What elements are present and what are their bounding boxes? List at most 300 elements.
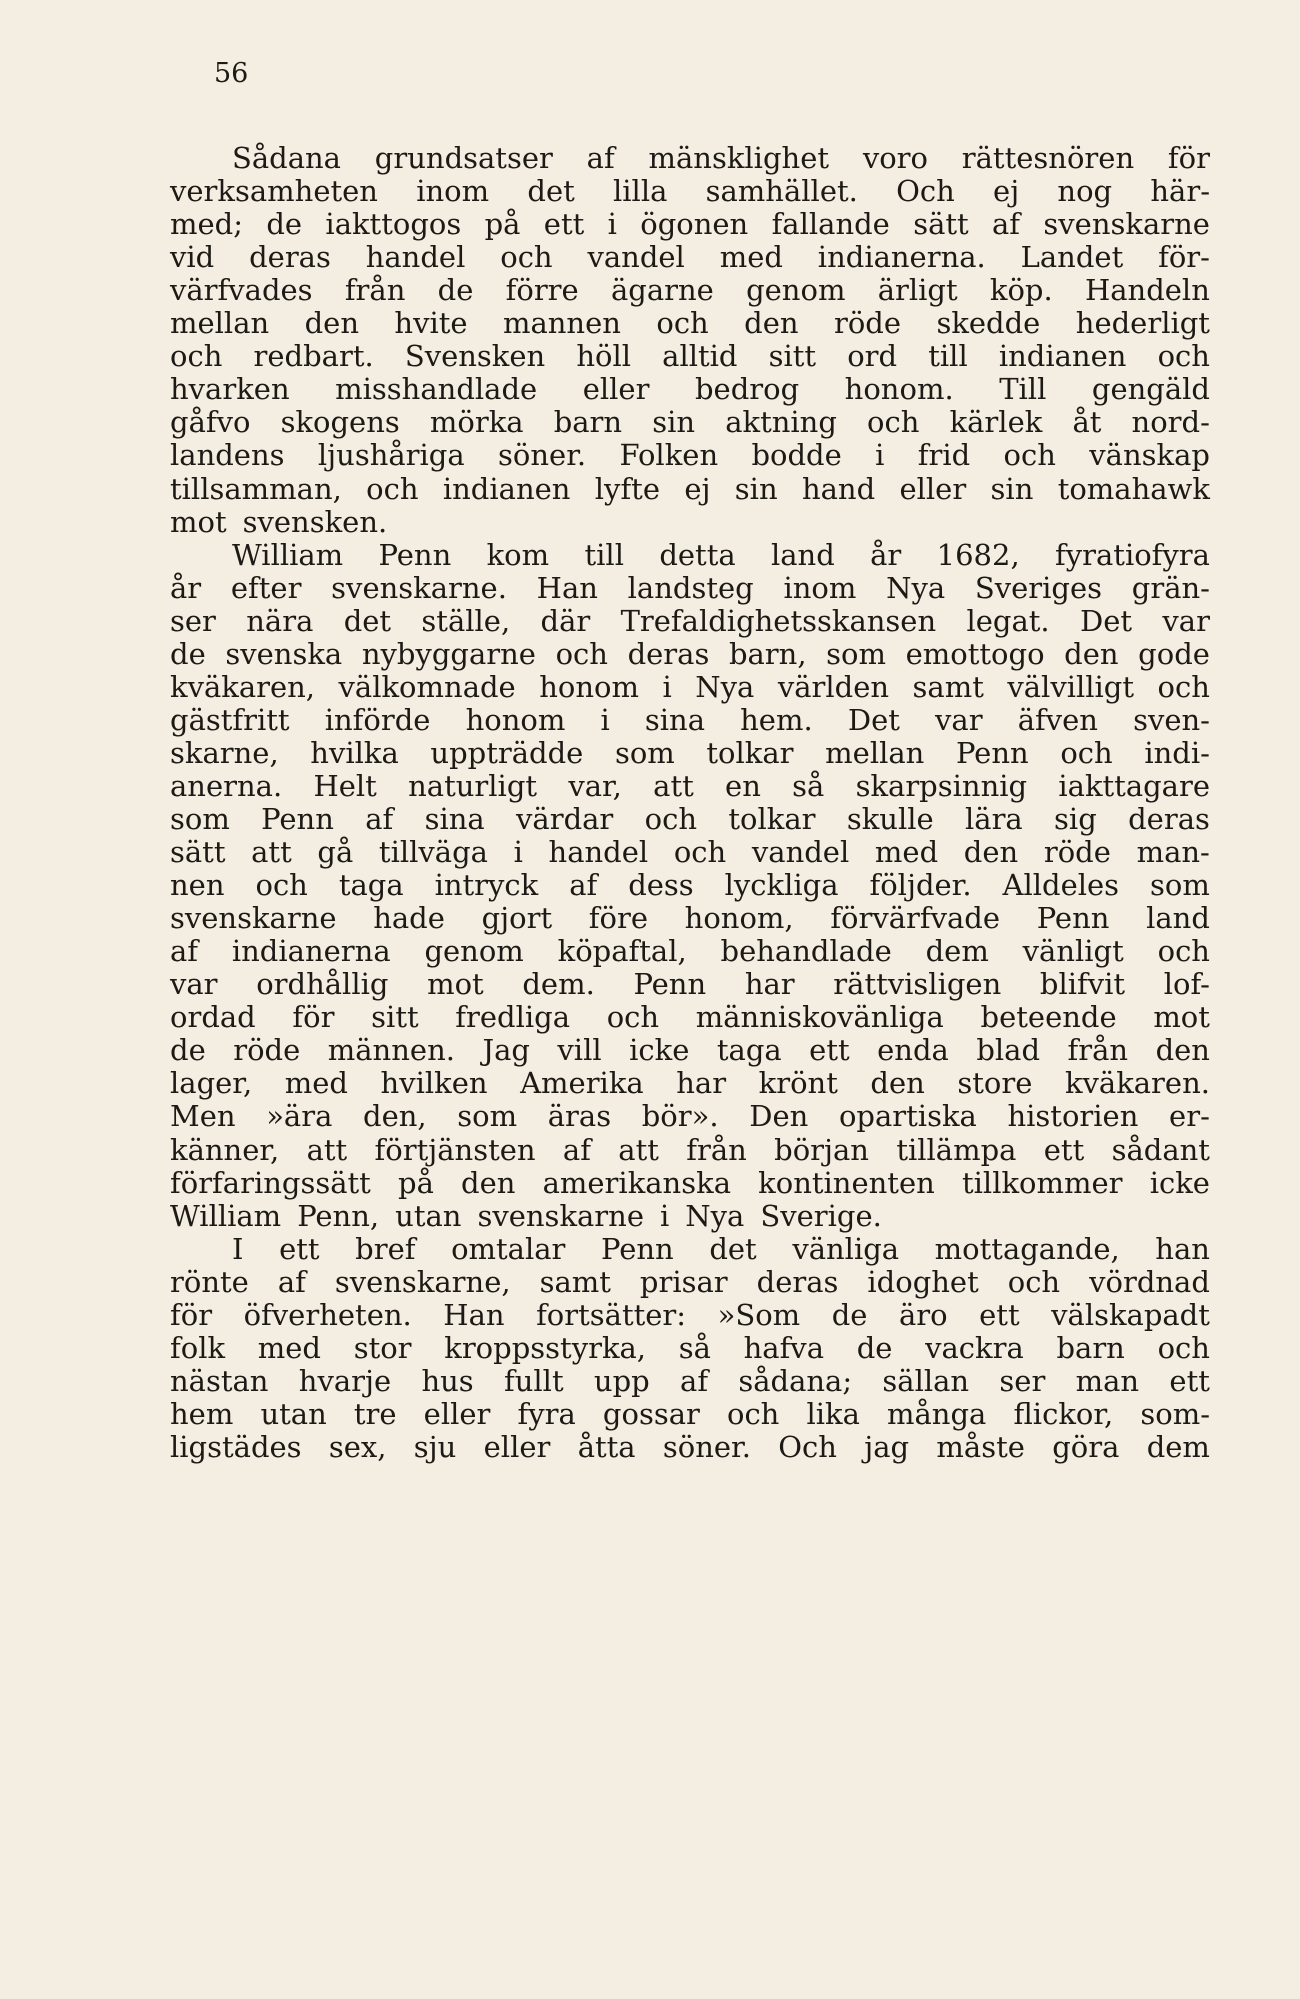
- word: före: [588, 901, 648, 936]
- word: och: [867, 405, 920, 440]
- word: Helt: [313, 768, 377, 803]
- word: de: [856, 1330, 893, 1365]
- word: skarpsinnig: [855, 768, 1028, 803]
- word: enda: [877, 1033, 949, 1068]
- word: att: [306, 1132, 348, 1167]
- word: som: [170, 802, 230, 836]
- word: som: [1150, 868, 1210, 903]
- word: ett: [809, 1033, 850, 1068]
- word: till: [928, 339, 968, 374]
- word: har: [676, 1066, 727, 1101]
- word: omtalar: [451, 1231, 566, 1266]
- word: samt: [539, 1264, 611, 1299]
- word: början: [774, 1132, 869, 1167]
- word: verksamheten: [170, 174, 378, 209]
- word: kväkaren,: [170, 669, 316, 704]
- word: icke: [1149, 1165, 1210, 1200]
- word: tillsamman,: [170, 471, 342, 506]
- word: gjort: [481, 901, 553, 936]
- word: till: [584, 537, 624, 572]
- word: känner,: [170, 1132, 280, 1167]
- word: ordhållig: [256, 967, 389, 1002]
- word: Penn: [955, 735, 1029, 770]
- word: välkomnade: [338, 669, 516, 704]
- word: ligstädes: [170, 1429, 302, 1464]
- word: på: [398, 1165, 434, 1200]
- word: höll: [576, 339, 632, 374]
- word: på: [484, 207, 521, 242]
- word: vänliga: [792, 1231, 900, 1266]
- word: det: [343, 603, 392, 638]
- word: röde: [233, 1033, 301, 1068]
- word: inom: [416, 174, 490, 209]
- word: misshandlade: [335, 372, 538, 407]
- word: mottagande,: [934, 1231, 1120, 1266]
- word: man: [1075, 1363, 1140, 1398]
- word: som: [457, 1099, 518, 1134]
- word: tomahawk: [1057, 471, 1210, 506]
- word: sven-: [1133, 702, 1210, 737]
- word: indianen: [442, 471, 571, 506]
- word: söner.: [662, 1429, 751, 1464]
- word: vördnad: [1089, 1264, 1210, 1299]
- word: söner.: [498, 438, 587, 473]
- word: ärligt: [877, 273, 958, 308]
- word: fortsätter:: [536, 1297, 687, 1332]
- word: idoghet: [867, 1264, 979, 1299]
- word: för-: [1158, 240, 1210, 275]
- word: ställe,: [421, 603, 511, 638]
- word: blifvit: [1039, 967, 1126, 1002]
- word: krönt: [758, 1066, 838, 1101]
- word: de: [170, 636, 206, 671]
- word: har: [744, 967, 795, 1002]
- word: 1682,: [936, 537, 1020, 572]
- word: Penn: [1036, 901, 1110, 936]
- word: i: [660, 1198, 670, 1233]
- word: honom.: [844, 372, 954, 407]
- word: världen: [777, 669, 890, 704]
- word: hem: [170, 1396, 234, 1431]
- word: Han: [443, 1297, 505, 1332]
- word: han: [1155, 1231, 1210, 1266]
- word: fyra: [517, 1396, 576, 1431]
- word: svenskarne: [1043, 207, 1210, 242]
- word: ord: [847, 339, 898, 374]
- word: männen.: [327, 1033, 455, 1068]
- word: deras: [756, 1264, 839, 1299]
- word: följder.: [869, 868, 972, 903]
- word: icke: [629, 1033, 690, 1068]
- word: här-: [1150, 174, 1210, 209]
- word: ser: [170, 603, 216, 638]
- word: beteende: [980, 1000, 1117, 1035]
- word: mot: [1153, 1000, 1210, 1035]
- word: mot: [170, 504, 227, 539]
- word: så: [792, 768, 825, 803]
- word: upp: [593, 1363, 650, 1398]
- word: emottogo: [905, 636, 1045, 671]
- word: vid: [170, 240, 215, 275]
- word: landsteg: [627, 570, 754, 605]
- word: bör».: [641, 1099, 719, 1134]
- word: från: [1067, 1033, 1129, 1068]
- word: värfvades: [170, 273, 313, 308]
- word: Sådana: [232, 141, 341, 175]
- word: sina: [644, 702, 705, 737]
- word: barn,: [728, 636, 807, 671]
- word: mannen: [502, 306, 621, 341]
- word: och: [366, 471, 419, 506]
- word: för: [1167, 141, 1210, 175]
- word: Penn,: [297, 1198, 380, 1233]
- word: med: [719, 240, 783, 275]
- word: mot: [427, 967, 484, 1002]
- word: landens: [170, 438, 285, 473]
- word: förvärfvade: [830, 901, 1001, 936]
- word: hederligt: [1075, 306, 1210, 341]
- word: sådant: [1111, 1132, 1210, 1167]
- word: skarne,: [170, 735, 279, 770]
- word: de: [437, 273, 474, 308]
- word: af: [992, 207, 1021, 242]
- word: svenskarne: [170, 901, 337, 936]
- word: redbart.: [253, 339, 374, 374]
- word: många: [887, 1396, 987, 1431]
- page-number: 56: [214, 58, 249, 89]
- word: i: [662, 669, 672, 704]
- word: skedde: [936, 306, 1041, 341]
- word: nybyggarne: [361, 636, 536, 671]
- word: och: [1060, 735, 1113, 770]
- word: sin: [734, 471, 778, 506]
- word: svenskarne,: [334, 1264, 511, 1299]
- word: nästan: [170, 1363, 269, 1398]
- word: ägarne: [610, 273, 714, 308]
- word: Det: [1079, 603, 1133, 638]
- word: rönte: [170, 1264, 249, 1299]
- word: vänligt: [1022, 934, 1124, 969]
- word: införde: [324, 702, 431, 737]
- word: handel: [548, 835, 649, 870]
- word: honom: [539, 669, 639, 704]
- word: Det: [847, 702, 900, 737]
- word: vandel: [751, 835, 850, 870]
- word: åt: [1072, 405, 1102, 440]
- word: William: [170, 1198, 282, 1233]
- word: grän-: [1131, 570, 1210, 605]
- word: inom: [783, 570, 857, 605]
- word: med;: [170, 207, 243, 242]
- word: ett: [1169, 1363, 1210, 1398]
- word: uppträdde: [430, 735, 584, 770]
- word: land: [770, 537, 835, 572]
- word: tillväga: [378, 835, 488, 870]
- word: blad: [976, 1033, 1041, 1068]
- word: Och: [778, 1429, 837, 1464]
- word: nära: [246, 603, 314, 638]
- word: lof-: [1163, 967, 1210, 1002]
- word: nen: [170, 868, 225, 903]
- word: vandel: [587, 240, 685, 275]
- word: den: [744, 306, 799, 341]
- word: för: [292, 1000, 335, 1035]
- word: och: [606, 1000, 660, 1035]
- word: den: [304, 306, 359, 341]
- word: honom: [465, 702, 566, 737]
- word: Alldeles: [1002, 868, 1120, 903]
- word: värdar: [516, 802, 614, 836]
- word: hus: [421, 1363, 474, 1398]
- word: lager,: [170, 1066, 253, 1101]
- word: bedrog: [694, 372, 800, 407]
- word: deras: [627, 636, 710, 671]
- word: tillämpa: [896, 1132, 1017, 1167]
- word: äro: [898, 1297, 948, 1332]
- word: eller: [899, 471, 967, 506]
- word: vackra: [925, 1330, 1024, 1365]
- word: Han: [536, 570, 598, 605]
- word: eller: [582, 372, 650, 407]
- word: eller: [483, 1429, 551, 1464]
- word: ej: [684, 471, 711, 506]
- word: indi-: [1144, 735, 1210, 770]
- word: som-: [1140, 1396, 1210, 1431]
- word: Nya: [695, 669, 755, 704]
- word: efter: [230, 570, 302, 605]
- word: utan: [395, 1198, 462, 1233]
- word: dess: [628, 868, 694, 903]
- word: ett: [1043, 1132, 1085, 1167]
- word: handel: [365, 240, 466, 275]
- word: sex,: [328, 1429, 387, 1464]
- word: år: [170, 570, 202, 605]
- word: hvarken: [170, 372, 290, 407]
- word: och: [1007, 1264, 1061, 1299]
- word: och: [1157, 669, 1210, 704]
- word: sätt: [170, 835, 226, 870]
- word: för: [170, 1297, 213, 1332]
- word: honom,: [684, 901, 794, 936]
- word: fullt: [504, 1363, 564, 1398]
- word: öfverheten.: [243, 1297, 412, 1332]
- word: Sverige.: [760, 1198, 882, 1233]
- word: voro: [862, 141, 928, 175]
- word: mellan: [825, 735, 925, 770]
- word: kom: [486, 537, 550, 572]
- word: Nya: [886, 570, 946, 605]
- word: utan: [260, 1396, 327, 1431]
- text-line: [170, 1427, 1210, 1467]
- word: amerikanska: [542, 1165, 731, 1200]
- word: hem.: [740, 702, 813, 737]
- word: behandlade: [720, 934, 892, 969]
- word: så: [678, 1330, 711, 1365]
- word: och: [656, 306, 709, 341]
- word: Trefaldighetsskansen: [620, 603, 937, 638]
- word: kärlek: [949, 405, 1043, 440]
- word: Men: [170, 1099, 236, 1134]
- word: och: [500, 240, 553, 275]
- word: måste: [936, 1429, 1025, 1464]
- word: förtjänsten: [374, 1132, 536, 1167]
- word: och: [555, 636, 608, 671]
- word: sig: [1054, 802, 1097, 836]
- word: att: [653, 768, 694, 803]
- word: gästfritt: [170, 702, 290, 737]
- word: med: [284, 1066, 348, 1101]
- word: barn: [553, 405, 623, 440]
- word: köpaftal,: [557, 934, 687, 969]
- word: hade: [373, 901, 445, 936]
- word: indianen: [998, 339, 1127, 374]
- word: att: [618, 1132, 659, 1167]
- word: lyckliga: [724, 868, 839, 903]
- word: ser: [999, 1363, 1046, 1398]
- word: ljushåriga: [317, 438, 465, 473]
- word: eller: [423, 1396, 491, 1431]
- word: tillkommer: [961, 1165, 1123, 1200]
- word: välskapadt: [1051, 1297, 1210, 1332]
- word: indianerna.: [817, 240, 986, 275]
- word: grundsatser: [374, 141, 553, 175]
- word: röde: [833, 306, 902, 341]
- word: flickor,: [1013, 1396, 1114, 1431]
- word: Sveriges: [974, 570, 1103, 605]
- word: Penn: [601, 1231, 674, 1266]
- word: välvilligt: [1007, 669, 1135, 704]
- word: ej: [993, 174, 1020, 209]
- word: stor: [353, 1330, 412, 1365]
- word: från: [686, 1132, 747, 1167]
- word: de: [831, 1297, 868, 1332]
- word: och: [726, 1396, 780, 1431]
- word: hand: [801, 471, 876, 506]
- word: och: [1157, 934, 1210, 969]
- word: de: [266, 207, 303, 242]
- word: sju: [413, 1429, 457, 1464]
- word: samt: [912, 669, 984, 704]
- word: sina: [424, 802, 485, 836]
- word: gode: [1138, 636, 1210, 671]
- word: af: [562, 1132, 591, 1167]
- word: sin: [652, 405, 696, 440]
- word: lika: [806, 1396, 860, 1431]
- word: jag: [864, 1429, 910, 1464]
- word: hvilken: [380, 1066, 488, 1101]
- word: land: [1146, 901, 1210, 936]
- word: och: [673, 835, 727, 870]
- word: som: [614, 735, 675, 770]
- word: gossar: [602, 1396, 700, 1431]
- word: er-: [1169, 1099, 1210, 1134]
- word: gåfvo: [170, 405, 251, 440]
- word: skulle: [846, 802, 934, 836]
- word: det: [709, 1231, 757, 1266]
- word: mörka: [429, 405, 524, 440]
- word: historien: [1007, 1099, 1139, 1134]
- word: iakttogos: [325, 207, 462, 242]
- word: en: [725, 768, 761, 803]
- word: fredliga: [455, 1000, 571, 1035]
- word: Den: [749, 1099, 809, 1134]
- word: sin: [990, 471, 1034, 506]
- word: som: [826, 636, 887, 671]
- word: opartiska: [838, 1099, 977, 1134]
- word: dem.: [522, 967, 595, 1002]
- word: tolkar: [706, 735, 794, 770]
- word: man-: [1136, 835, 1210, 870]
- word: samhället.: [705, 174, 858, 209]
- word: Till: [999, 372, 1047, 407]
- word: Penn: [633, 967, 707, 1002]
- word: ett: [279, 1231, 320, 1266]
- word: kroppsstyrka,: [444, 1330, 647, 1365]
- word: förfaringssätt: [170, 1165, 371, 1200]
- word: hafva: [743, 1330, 824, 1365]
- word: tre: [353, 1396, 397, 1431]
- word: äfven: [1017, 702, 1098, 737]
- word: I: [232, 1231, 244, 1266]
- word: Jag: [482, 1033, 530, 1068]
- word: mänsklighet: [648, 141, 830, 175]
- word: prisar: [639, 1264, 728, 1299]
- word: var,: [568, 768, 622, 803]
- word: hvarje: [298, 1363, 392, 1398]
- word: skogens: [280, 405, 400, 440]
- word: i: [607, 207, 617, 242]
- word: anerna.: [170, 768, 283, 803]
- word: gengäld: [1091, 372, 1210, 407]
- word: äras: [547, 1099, 612, 1134]
- word: det: [527, 174, 575, 209]
- word: deras: [249, 240, 331, 275]
- word: i: [875, 438, 885, 473]
- word: Svensken: [404, 339, 546, 374]
- word: den,: [363, 1099, 427, 1134]
- word: Folken: [619, 438, 719, 473]
- word: lyfte: [594, 471, 660, 506]
- word: »Som: [717, 1297, 801, 1332]
- word: den: [963, 835, 1019, 870]
- word: sätt: [913, 207, 969, 242]
- word: legat.: [966, 603, 1050, 638]
- word: kväkaren.: [1064, 1066, 1210, 1101]
- word: ögonen: [640, 207, 749, 242]
- word: aktning: [725, 405, 837, 440]
- word: med: [257, 1330, 321, 1365]
- word: lilla: [613, 174, 668, 209]
- word: var: [170, 967, 218, 1002]
- word: Landet: [1020, 240, 1124, 275]
- word: och: [1157, 1330, 1210, 1365]
- word: barn: [1056, 1330, 1125, 1365]
- word: och: [1003, 438, 1056, 473]
- word: där: [540, 603, 591, 638]
- word: sitt: [768, 339, 817, 374]
- word: dem: [925, 934, 989, 969]
- word: kontinenten: [758, 1165, 935, 1200]
- word: af: [569, 868, 598, 903]
- word: den: [1155, 1033, 1210, 1068]
- word: af: [277, 1264, 306, 1299]
- word: Nya: [685, 1198, 745, 1233]
- word: och: [644, 802, 698, 836]
- word: taga: [338, 868, 404, 903]
- word: med: [874, 835, 939, 870]
- word: fallande: [771, 207, 890, 242]
- word: iakttagare: [1058, 768, 1210, 803]
